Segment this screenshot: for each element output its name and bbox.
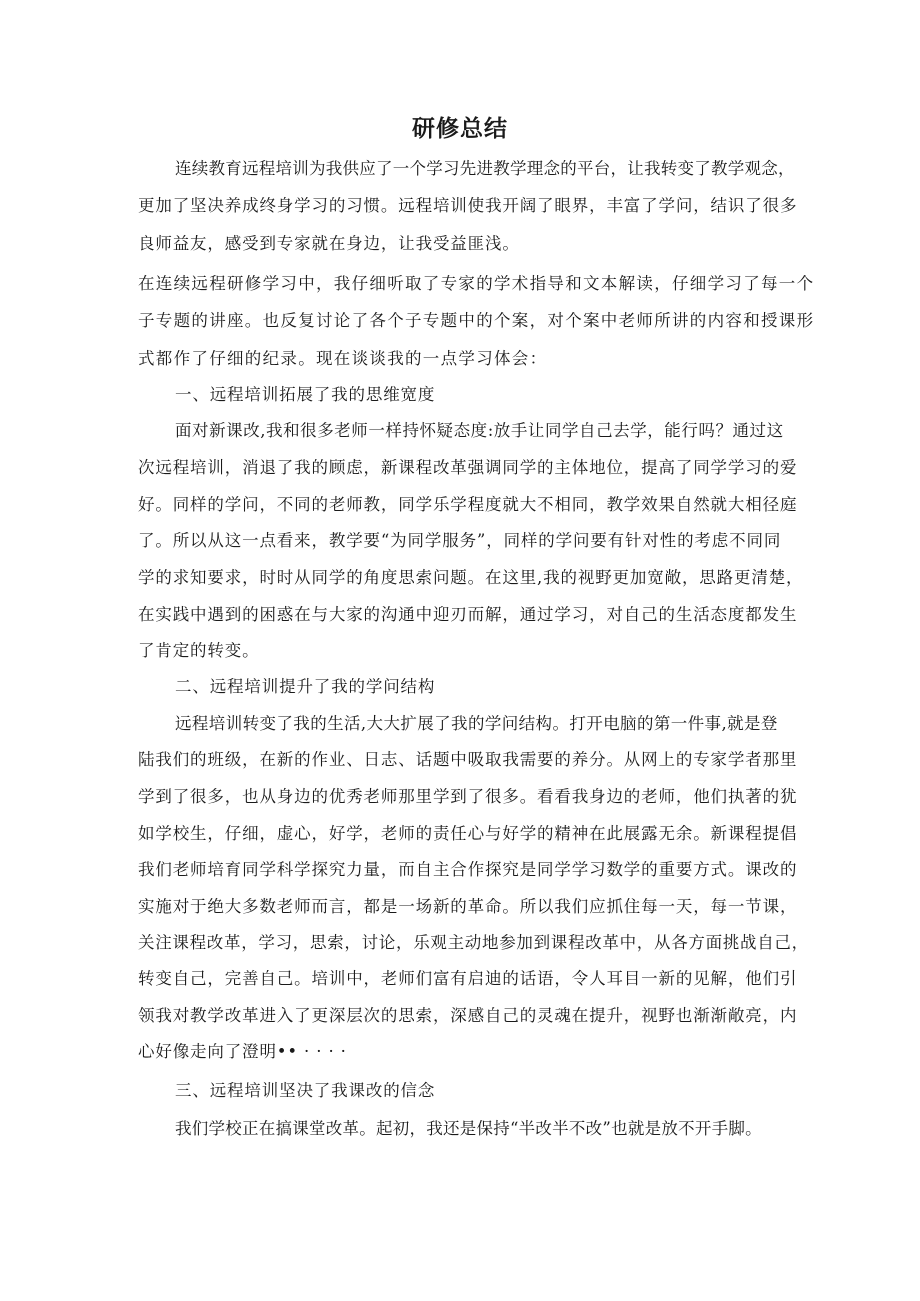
section-heading: 一、远程培训拓展了我的思维宽度 — [175, 385, 436, 404]
paragraph-line: 我们学校正在搞课堂改革。起初，我还是保持“半改半不改”也就是放不开手脚。 — [175, 1119, 762, 1138]
paragraph-line: 远程培训转变了我的生活,大大扩展了我的学问结构。打开电脑的第一件事,就是登 — [175, 714, 778, 733]
paragraph-line: 转变自己，完善自己。培训中，老师们富有启迪的话语，令人耳目一新的见解，他们引 — [138, 969, 798, 988]
paragraph-line: 了肯定的转变。 — [138, 641, 260, 660]
paragraph-line: 如学校生，仔细，虚心，好学，老师的责任心与好学的精神在此展露无余。新课程提倡 — [138, 824, 798, 843]
paragraph-line: 更加了坚决养成终身学习的习惯。远程培训使我开阔了眼界，丰富了学问，结识了很多 — [138, 196, 798, 215]
paragraph-line: 在实践中遇到的困惑在与大家的沟通中迎刃而解，通过学习，对自己的生活态度都发生 — [138, 605, 798, 624]
section-heading: 二、远程培训提升了我的学问结构 — [175, 677, 436, 696]
paragraph-line: 良师益友，感受到专家就在身边，让我受益匪浅。 — [138, 234, 520, 253]
paragraph-line: 式都作了仔细的纪录。现在谈谈我的一点学习体会： — [138, 349, 548, 368]
paragraph-line: 心好像走向了澄明•• · · · · — [138, 1042, 347, 1061]
paragraph-line: 次远程培训，消退了我的顾虑，新课程改革强调同学的主体地位，提高了同学学习的爱 — [138, 458, 798, 477]
paragraph-line: 子专题的讲座。也反复讨论了各个子专题中的个案，对个案中老师所讲的内容和授课形 — [138, 311, 815, 330]
paragraph-line: 实施对于绝大多数老师而言，都是一场新的革命。所以我们应抓住每一天，每一节课， — [138, 897, 798, 916]
paragraph-line: 好。同样的学问，不同的老师教，同学乐学程度就大不相同，教学效果自然就大相径庭 — [138, 495, 798, 514]
paragraph-line: 关注课程改革，学习，思索，讨论，乐观主动地参加到课程改革中，从各方面挑战自己， — [138, 933, 809, 952]
paragraph-line: 我们老师培育同学科学探究力量，而自主合作探究是同学学习数学的重要方式。课改的 — [138, 860, 798, 879]
paragraph-line: 了。所以从这一点看来，教学要“为同学服务”，同样的学问要有针对性的考虑不同同 — [138, 531, 782, 550]
paragraph-line: 面对新课改,我和很多老师一样持怀疑态度:放手让同学自己去学，能行吗？通过这 — [175, 421, 784, 440]
paragraph-line: 在连续远程研修学习中，我仔细听取了专家的学术指导和文本解读，仔细学习了每一个 — [138, 274, 815, 293]
document-title: 研修总结 — [412, 116, 508, 142]
paragraph-line: 领我对教学改革进入了更深层次的思索，深感自己的灵魂在提升，视野也渐渐敞亮，内 — [138, 1006, 798, 1025]
paragraph-line: 陆我们的班级，在新的作业、日志、话题中吸取我需要的养分。从网上的专家学者那里 — [138, 750, 798, 769]
paragraph-line: 连续教育远程培训为我供应了一个学习先进教学理念的平台，让我转变了教学观念， — [175, 159, 795, 178]
paragraph-line: 学的求知要求，时时从同学的角度思索问题。在这里,我的视野更加宽敞，思路更清楚， — [138, 568, 804, 587]
section-heading: 三、远程培训坚决了我课改的信念 — [175, 1081, 436, 1100]
paragraph-line: 学到了很多，也从身边的优秀老师那里学到了很多。看看我身边的老师，他们执著的犹 — [138, 787, 798, 806]
